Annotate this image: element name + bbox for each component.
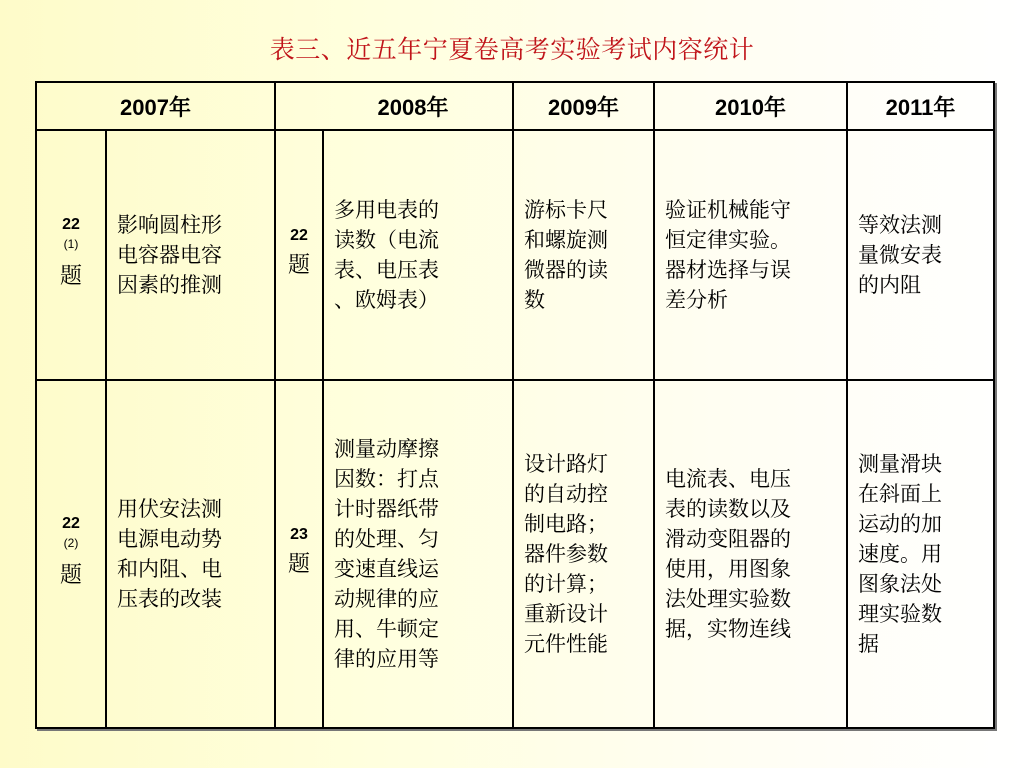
slide-title: 表三、近五年宁夏卷高考实验考试内容统计 xyxy=(269,35,755,64)
content-2007: 用伏安法测 电源电动势 和内阻、电 压表的改装 xyxy=(106,380,275,728)
question-label-2007: 22 (1) 题 xyxy=(36,130,106,380)
header-2007: 2007年 xyxy=(36,82,275,130)
content-2011: 测量滑块 在斜面上 运动的加 速度。用 图象法处 理实验数 据 xyxy=(847,380,994,728)
header-2008: 2008年 xyxy=(275,82,513,130)
content-2008: 多用电表的 读数（电流 表、电压表 、欧姆表） xyxy=(323,130,513,380)
content-2008: 测量动摩擦 因数：打点 计时器纸带 的处理、匀 变速直线运 动规律的应 用、牛顿定 律的应用等 xyxy=(323,380,513,728)
content-2011: 等效法测 量微安表 的内阻 xyxy=(847,130,994,380)
content-2007: 影响圆柱形 电容器电容 因素的推测 xyxy=(106,130,275,380)
question-label-2008: 22 题 xyxy=(275,130,323,380)
content-2009: 设计路灯 的自动控 制电路； 器件参数 的计算； 重新设计 元件性能 xyxy=(513,380,654,728)
table-row xyxy=(36,130,994,380)
header-row xyxy=(36,82,994,130)
header-2011: 2011年 xyxy=(847,82,994,130)
content-2010: 电流表、电压 表的读数以及 滑动变阻器的 使用，用图象 法处理实验数 据，实物连线 xyxy=(654,380,847,728)
question-label-2008: 23 题 xyxy=(275,380,323,728)
exam-stats-table xyxy=(35,81,995,729)
header-2009: 2009年 xyxy=(513,82,654,130)
header-2010: 2010年 xyxy=(654,82,847,130)
question-label-2007: 22 (2) 题 xyxy=(36,380,106,728)
content-2009: 游标卡尺 和螺旋测 微器的读 数 xyxy=(513,130,654,380)
table-row xyxy=(36,380,994,728)
content-2010: 验证机械能守 恒定律实验。 器材选择与误 差分析 xyxy=(654,130,847,380)
